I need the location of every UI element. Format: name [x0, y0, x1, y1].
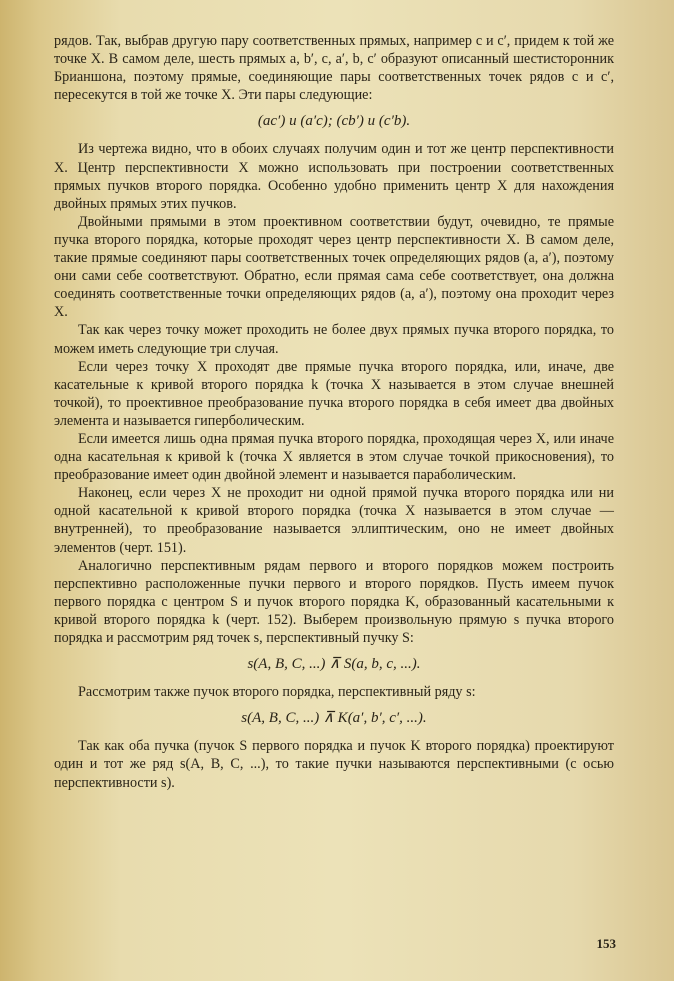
page-body — [54, 32, 614, 792]
formula-pairs: (ac′) и (a′c); (cb′) и (c′b). — [257, 113, 411, 130]
formula-perspective-s: s(A, B, C, ...) ⊼ S(a, b, c, ...). — [247, 656, 421, 673]
paragraph-6: Если имеется лишь одна прямая пучка второго порядка, проходящая через X, или иначе одна касательная к кривой k (точка X является в этом случае точкой прикосновения), то преобразование имеет один двойной элемент и называется параболическим. — [54, 430, 614, 484]
page-number: 153 — [596, 936, 616, 951]
paragraph-4: Так как через точку может проходить не более двух прямых пучка второго порядка, то можем иметь следующие три случая. — [54, 322, 614, 357]
paragraph-5: Если через точку X проходят две прямые пучка второго порядка, или, иначе, две касательные к кривой второго порядка k (точка X называется в этом случае внешней точкой), то проективное преобразование пучка второго порядка в себя имеет два двойных элемента и называется гиперболическим. — [54, 358, 614, 429]
paragraph-1: рядов. Так, выбрав другую пару соответственных прямых, например c и c′, придем к той же точке X. В самом деле, шесть прямых a, b′, c, a′, b, c′ образуют описанный шестисторонник Брианшона, поэтому прямые, соединяющие пары соответственных точек рядов c и c′, пересекутся в той же точке X. Эти пары следующие: — [54, 33, 614, 104]
paragraph-3: Двойными прямыми в этом проективном соответствии будут, очевидно, те прямые пучка второго порядка, которые проходят через центр перспективности X. В самом деле, такие прямые соединяют пары соответственных точек определяющих рядов (a, a′), поэтому они сами себе соответствуют. Обратно, если прямая сама себе соответствует, она должна соединять соответственные точки определяющих рядов (a, a′), поэтому она проходит через X. — [54, 213, 614, 321]
paragraph-9: Рассмотрим также пучок второго порядка, перспективный ряду s: — [78, 684, 476, 701]
formula-perspective-k: s(A, B, C, ...) ⊼ K(a′, b′, c′, ...). — [241, 710, 427, 727]
paragraph-7: Наконец, если через X не проходит ни одной прямой пучка второго порядка или ни одной касательной к кривой второго порядка (точка X называется в этом случае — внутренней), то преобразование называется эллиптическим, оно не имеет двойных элементов (черт. 151). — [54, 485, 614, 556]
paragraph-8: Аналогично перспективным рядам первого и второго порядков можем построить перспективно расположенные пучки первого и второго порядков. Пусть имеем пучок первого порядка с центром S и пучок второго порядка K, образованный касательными к кривой второго порядка k (черт. 152). Выберем произвольную прямую s пучка второго порядка и рассмотрим ряд точек s, перспективный пучку S: — [54, 557, 614, 646]
paragraph-10: Так как оба пучка (пучок S первого порядка и пучок K второго порядка) проектируют один и тот же ряд s(A, B, C, ...), то такие пучки называются перспективными (с осью перспективности s). — [54, 738, 614, 791]
paragraph-2: Из чертежа видно, что в обоих случаях получим один и тот же центр перспективности X. Центр перспективности X можно использовать при построении соответственных прямых пучков второго порядка. Особенно удобно применить центр X для нахождения двойных прямых этих пучков. — [54, 141, 614, 212]
